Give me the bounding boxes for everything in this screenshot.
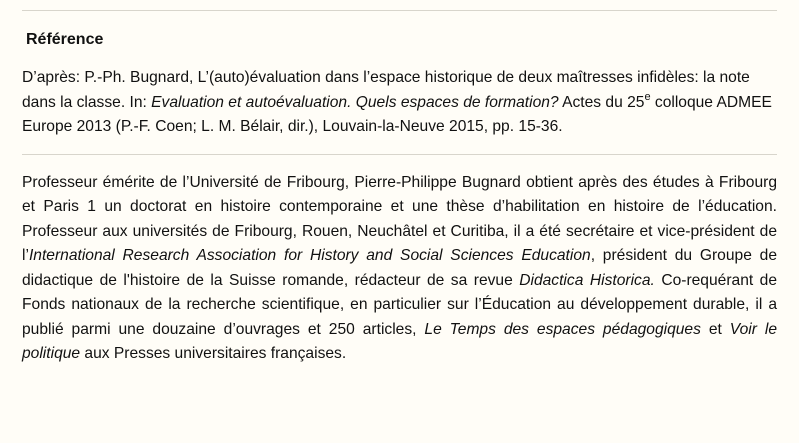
- bio-association-name: International Research Association for History and Social Sciences Education: [28, 247, 591, 264]
- document-page: [22, 0, 777, 367]
- reference-heading: Référence: [26, 31, 104, 48]
- biography-paragraph: [22, 171, 777, 367]
- reference-text-2: Actes du: [558, 93, 628, 111]
- reference-ordinal-suffix: e: [644, 90, 651, 103]
- bio-text-4: et: [700, 320, 730, 338]
- bio-text-5: aux Presses universitaires françaises.: [80, 345, 347, 362]
- bio-book-title-1: Le Temps des espaces pédagogiques: [424, 320, 701, 338]
- bio-text-3: Co-requérant de Fonds nationaux de la recherche scientifique, en particulier sur l’Éducation au développement durable, il a publié parmi une douzaine d’ouvrages et 250 articles,: [22, 271, 778, 338]
- reference-book-title: Evaluation et autoévaluation. Quels espaces de formation?: [151, 93, 559, 111]
- top-divider: [22, 10, 777, 11]
- reference-paragraph: [22, 66, 777, 140]
- bio-text-1: Professeur émérite de l’Université de Fribourg, Pierre-Philippe Bugnard obtient après des études à Fribourg et Paris 1 un doctorat en histoire contemporaine et une thèse d’habilitation en histoire de l’éducation. Professeur aux universités de Fribourg, Rouen, Neuchâtel et Curitiba, il a été secrétaire et vice-président de l’: [22, 173, 777, 264]
- reference-text-3: colloque ADMEE Europe 2013 (P.-F. Coen; L. M. Bélair, dir.), Louvain-la-Neuve 2015, pp. 15-36.: [22, 93, 772, 135]
- bio-book-title-2: Voir le politique: [22, 320, 778, 362]
- middle-divider: [22, 154, 777, 155]
- bio-text-2: , président du Groupe de didactique de l'histoire de la Suisse romande, rédacteur de sa revue: [22, 247, 777, 289]
- bio-journal-name: Didactica Historica.: [519, 271, 655, 289]
- reference-ordinal-number: 25: [627, 93, 645, 111]
- reference-text-1: D’après: P.-Ph. Bugnard, L’(auto)évaluation dans l’espace historique de deux maîtresses infidèles: la note dans la classe. In:: [22, 69, 750, 111]
